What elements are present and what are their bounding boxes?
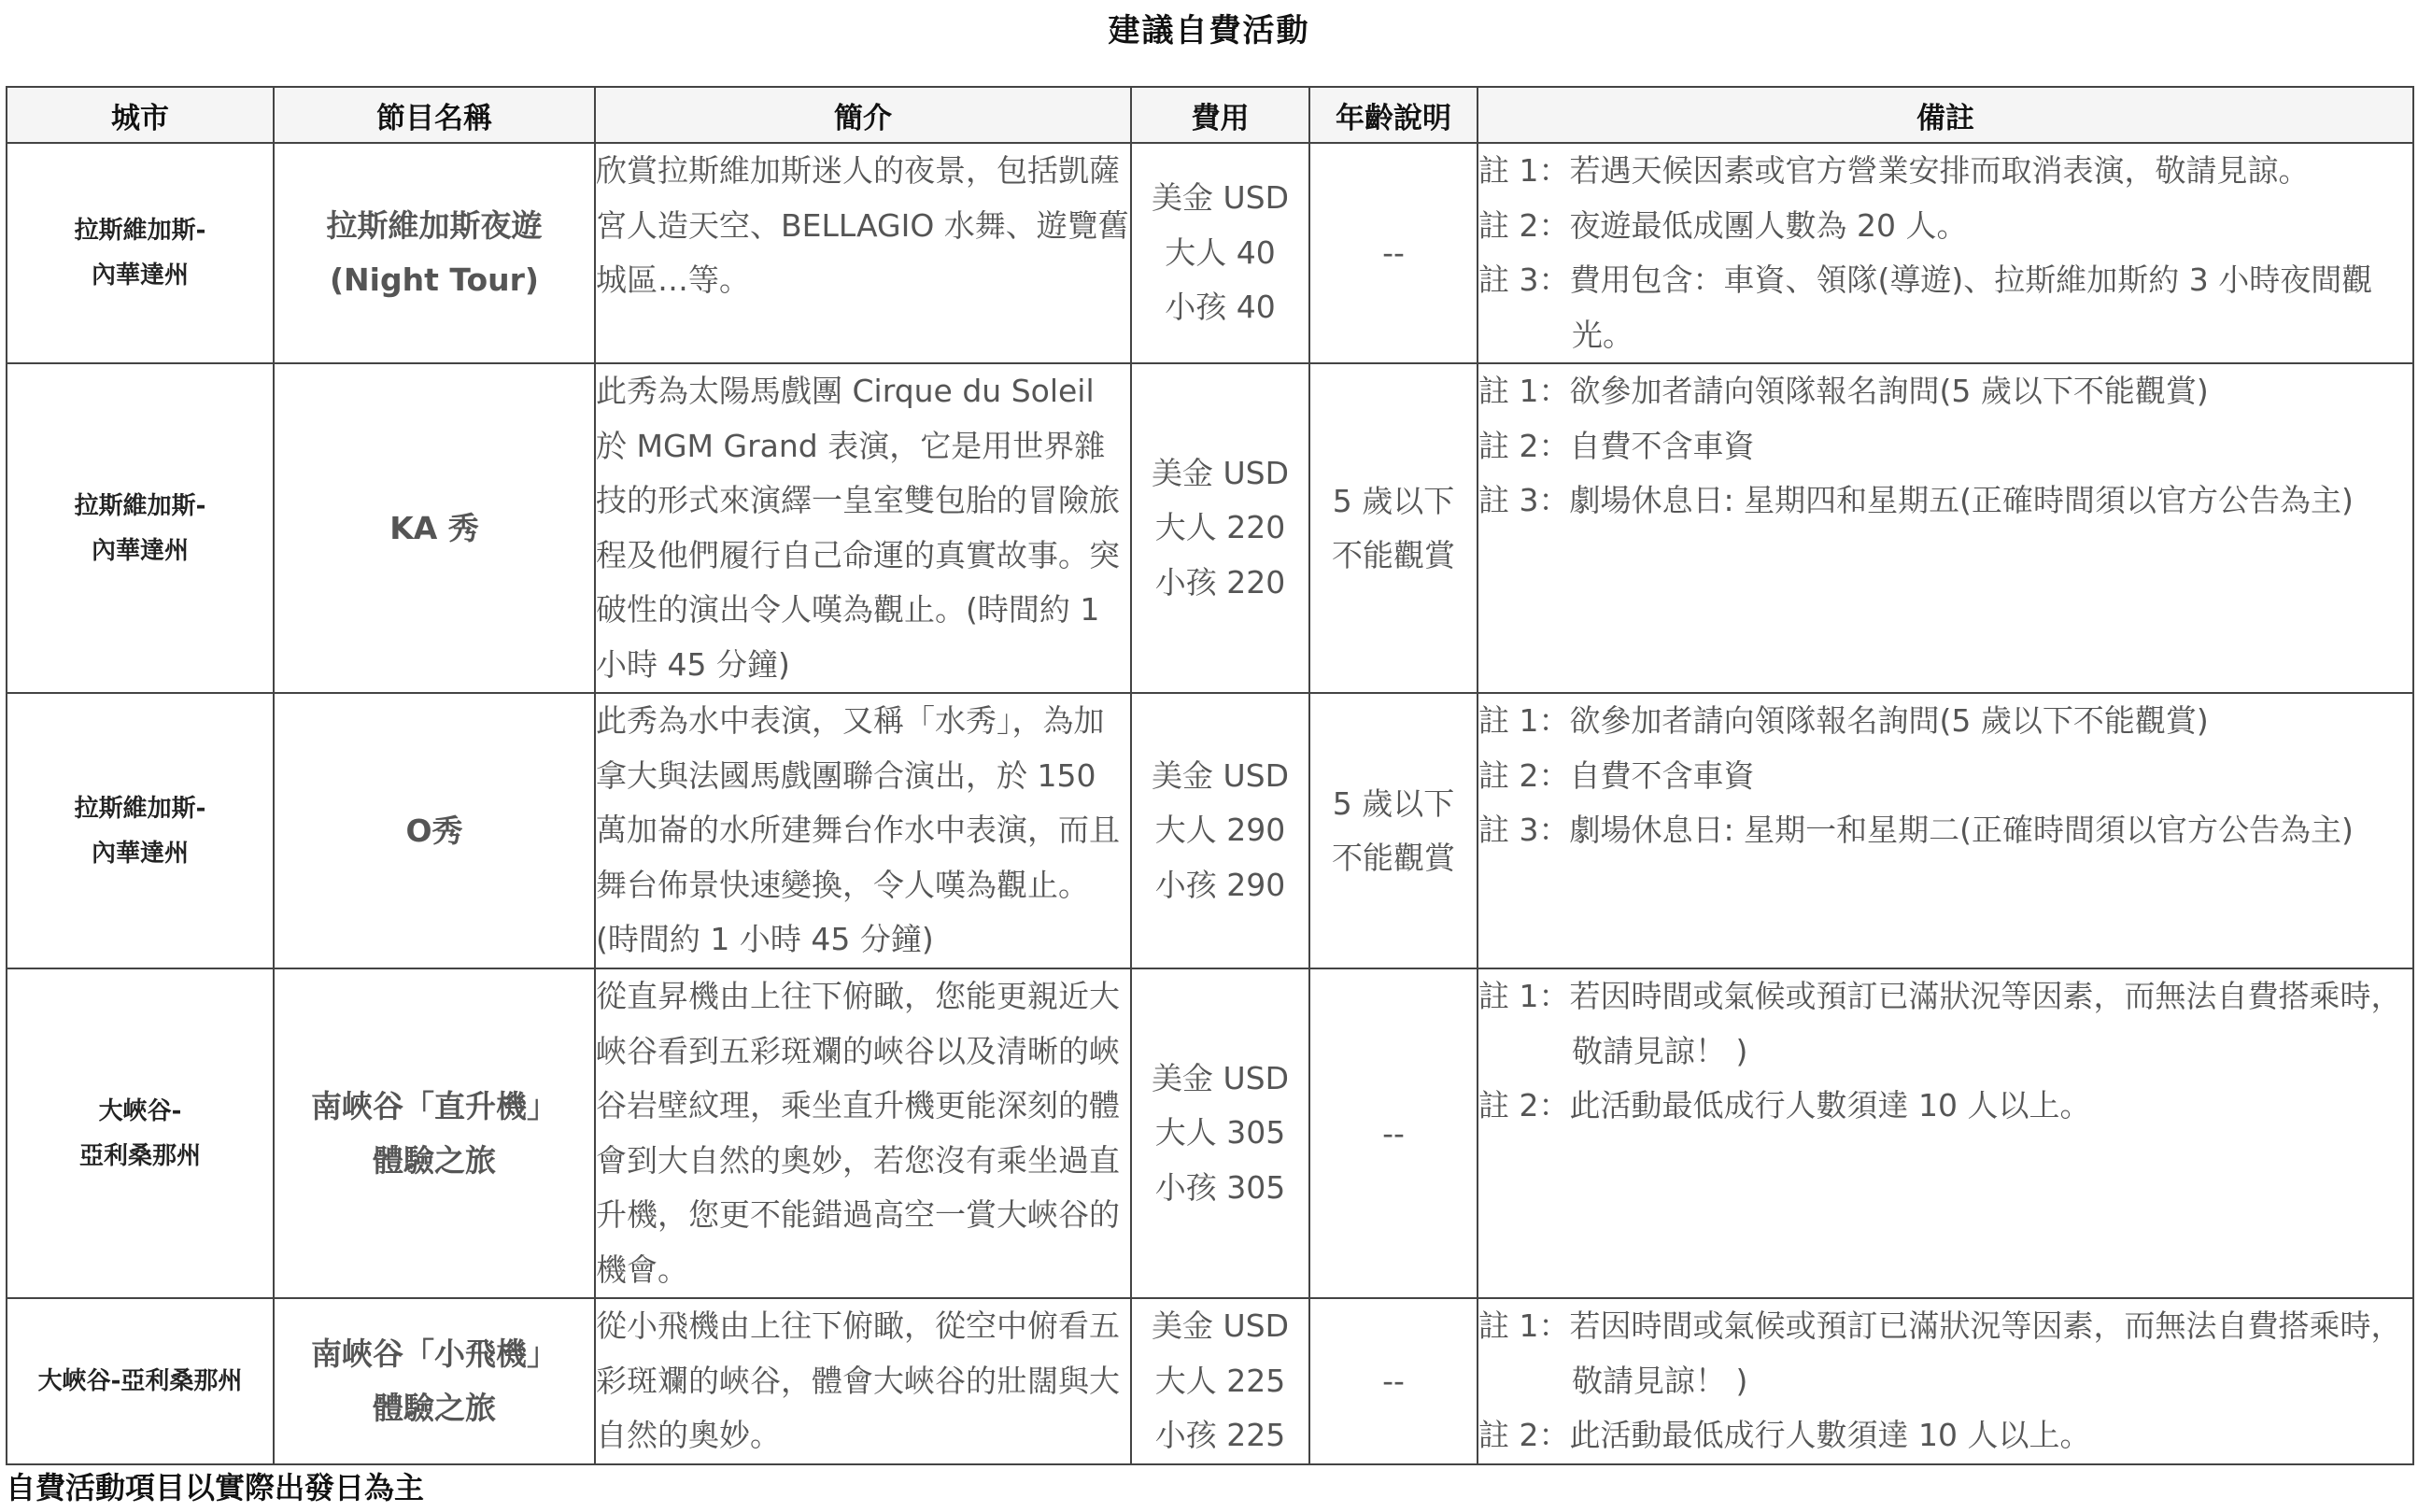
fee-cell: 美金 USD 大人 225 小孩 225 (1131, 1298, 1309, 1464)
header-fee: 費用 (1131, 87, 1309, 143)
header-intro: 簡介 (595, 87, 1131, 143)
city-cell: 拉斯維加斯- 內華達州 (7, 143, 274, 363)
notes-cell (1478, 363, 2413, 693)
table-row (7, 968, 2413, 1298)
age-cell: -- (1309, 968, 1478, 1298)
intro-cell: 此秀為水中表演，又稱「水秀」，為加拿大與法國馬戲團聯合演出，於 150 萬加崙的水所建舞台作水中表演，而且舞台佈景快速變換，令人嘆為觀止。(時間約 1 小時 45 分鐘) (595, 693, 1131, 968)
intro-cell: 欣賞拉斯維加斯迷人的夜景，包括凱薩宮人造天空、BELLAGIO 水舞、遊覽舊城區…等。 (595, 143, 1131, 363)
note-line: 註 1：欲參加者請向領隊報名詢問(5 歲以下不能觀賞) (1478, 373, 2209, 409)
table-row (7, 693, 2413, 968)
intro-cell: 從小飛機由上往下俯瞰，從空中俯看五彩斑斕的峽谷，體會大峽谷的壯闊與大自然的奧妙。 (595, 1298, 1131, 1464)
age-cell: -- (1309, 143, 1478, 363)
note-line: 註 2：此活動最低成行人數須達 10 人以上。 (1478, 1417, 2091, 1453)
note-line: 註 2：自費不含車資 (1478, 427, 1755, 464)
notes-cell (1478, 968, 2413, 1298)
notes-cell (1478, 1298, 2413, 1464)
table-row (7, 363, 2413, 693)
intro-cell: 從直昇機由上往下俯瞰，您能更親近大峽谷看到五彩斑斕的峽谷以及清晰的峽谷岩壁紋理，乘坐直升機更能深刻的體會到大自然的奧妙，若您沒有乘坐過直升機，您更不能錯過高空一賞大峽谷的機會。 (595, 968, 1131, 1298)
age-cell: -- (1309, 1298, 1478, 1464)
table-header-row (7, 87, 2413, 143)
note-line: 註 3：劇場休息日: 星期四和星期五(正確時間須以官方公告為主) (1478, 482, 2354, 518)
age-cell: 5 歲以下 不能觀賞 (1309, 693, 1478, 968)
note-line: 註 1：欲參加者請向領隊報名詢問(5 歲以下不能觀賞) (1478, 702, 2209, 739)
note-line: 註 2：自費不含車資 (1478, 756, 1755, 794)
fee-cell: 美金 USD 大人 220 小孩 220 (1131, 363, 1309, 693)
city-cell: 拉斯維加斯- 內華達州 (7, 363, 274, 693)
header-city: 城市 (7, 87, 274, 143)
header-program: 節目名稱 (274, 87, 595, 143)
city-cell: 大峽谷- 亞利桑那州 (7, 968, 274, 1298)
intro-cell: 此秀為太陽馬戲團 Cirque du Soleil 於 MGM Grand 表演，它是用世界雜技的形式來演繹一皇室雙包胎的冒險旅程及他們履行自己命運的真實故事。突破性的演出令人嘆為觀止。(時間約 1 小時 45 分鐘) (595, 363, 1131, 693)
note-line: 註 1：若因時間或氣候或預訂已滿狀況等因素，而無法自費搭乘時，敬請見諒！ ) (1478, 978, 2402, 1069)
fee-cell: 美金 USD 大人 290 小孩 290 (1131, 693, 1309, 968)
note-line: 註 1：若因時間或氣候或預訂已滿狀況等因素，而無法自費搭乘時，敬請見諒！ ) (1478, 1307, 2402, 1399)
page-title: 建議自費活動 (1108, 12, 1310, 49)
notes-cell (1478, 693, 2413, 968)
city-cell: 拉斯維加斯- 內華達州 (7, 693, 274, 968)
note-line: 註 1：若遇天候因素或官方營業安排而取消表演，敬請見諒。 (1478, 152, 2310, 189)
program-cell: 拉斯維加斯夜遊 (Night Tour) (274, 143, 595, 363)
header-age: 年齡說明 (1309, 87, 1478, 143)
note-line: 註 3：費用包含：車資、領隊(導遊)、拉斯維加斯約 3 小時夜間觀光。 (1478, 261, 2373, 353)
notes-cell (1478, 143, 2413, 363)
table-row (7, 143, 2413, 363)
footer-note: 自費活動項目以實際出發日為主 (6, 1470, 425, 1505)
program-cell: 南峽谷「小飛機」 體驗之旅 (274, 1298, 595, 1464)
program-cell: 南峽谷「直升機」 體驗之旅 (274, 968, 595, 1298)
note-line: 註 2：此活動最低成行人數須達 10 人以上。 (1478, 1087, 2091, 1123)
age-cell: 5 歲以下 不能觀賞 (1309, 363, 1478, 693)
note-line: 註 2：夜遊最低成團人數為 20 人。 (1478, 206, 1968, 244)
header-notes: 備註 (1478, 87, 2413, 143)
city-cell: 大峽谷-亞利桑那州 (7, 1298, 274, 1464)
note-line: 註 3：劇場休息日: 星期一和星期二(正確時間須以官方公告為主) (1478, 812, 2354, 848)
fee-cell: 美金 USD 大人 305 小孩 305 (1131, 968, 1309, 1298)
program-cell: O秀 (274, 693, 595, 968)
table-row (7, 1298, 2413, 1464)
fee-cell: 美金 USD 大人 40 小孩 40 (1131, 143, 1309, 363)
program-cell: KA 秀 (274, 363, 595, 693)
activities-table (6, 86, 2414, 1465)
